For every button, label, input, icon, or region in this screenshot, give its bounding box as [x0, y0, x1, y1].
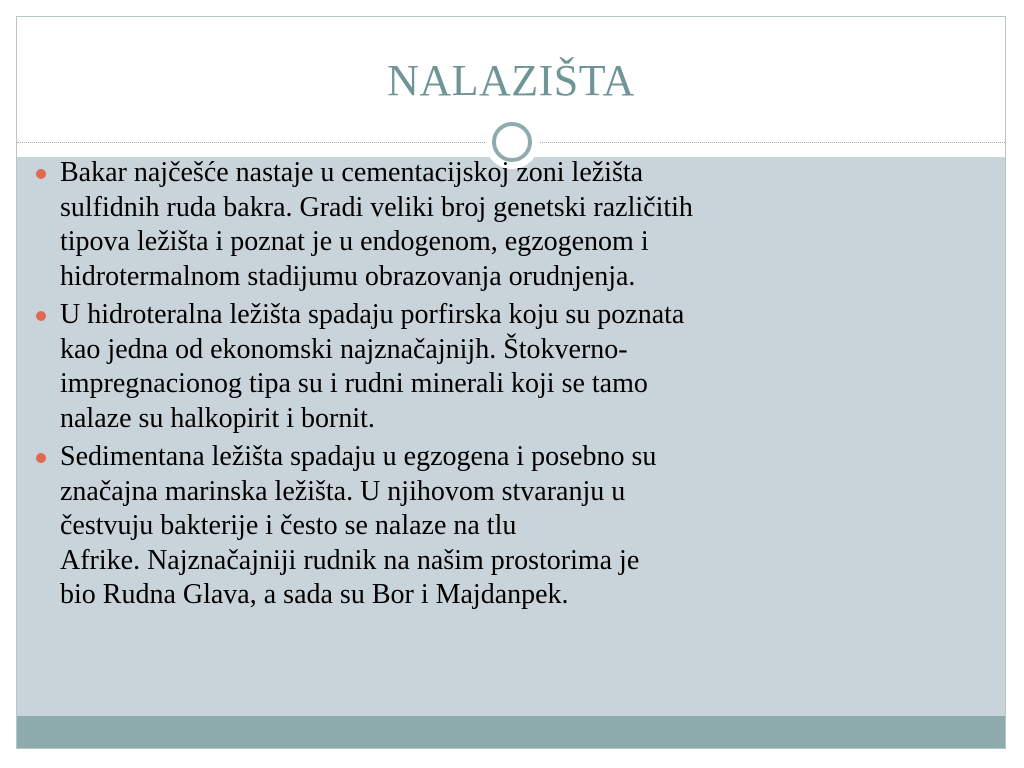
bullet-line: U hidroteralna ležišta spadaju porfirska koju su poznata — [60, 299, 685, 330]
slide-title: NALAZIŠTA — [387, 56, 635, 105]
bullet-line: sulfidnih ruda bakra. Gradi veliki broj genetski različitih — [60, 191, 693, 223]
bullet-dot-icon — [36, 169, 46, 179]
footer-band — [17, 716, 1005, 749]
bullet-item — [36, 440, 956, 613]
bullet-line: Sedimentana ležišta spadaju u egzogena i posebno su — [60, 441, 657, 472]
bullet-line: nalaze su halkopirit i bornit. — [60, 402, 375, 434]
bullet-dot-icon — [36, 311, 46, 321]
bullet-text — [60, 440, 956, 613]
bullet-line: Afrike. Najznačajniji rudnik na našim prostorima je — [60, 544, 640, 576]
bullet-dot-icon — [36, 453, 46, 463]
bullet-text — [60, 298, 956, 436]
bullet-item — [36, 156, 956, 294]
bullet-line: značajna marinska ležišta. U njihovom stvaranju u — [60, 475, 626, 507]
bullet-line: čestvuju bakterije i često se nalaze na tlu — [60, 510, 517, 541]
bullet-line: hidrotermalnom stadijumu obrazovanja orudnjenja. — [60, 260, 636, 292]
bullet-list — [36, 156, 956, 617]
bullet-line: Bakar najčešće nastaje u cementacijskoj zoni ležišta — [60, 157, 644, 188]
bullet-line: impregnacionog tipa su i rudni minerali koji se tamo — [60, 368, 648, 399]
bullet-text — [60, 156, 956, 294]
bullet-line: tipova ležišta i poznat je u endogenom, egzogenom i — [60, 226, 649, 257]
bullet-line: bio Rudna Glava, a sada su Bor i Majdanpek. — [60, 579, 569, 610]
bullet-item — [36, 298, 956, 436]
bullet-line: kao jedna od ekonomski najznačajnijh. Štokverno- — [60, 333, 628, 365]
